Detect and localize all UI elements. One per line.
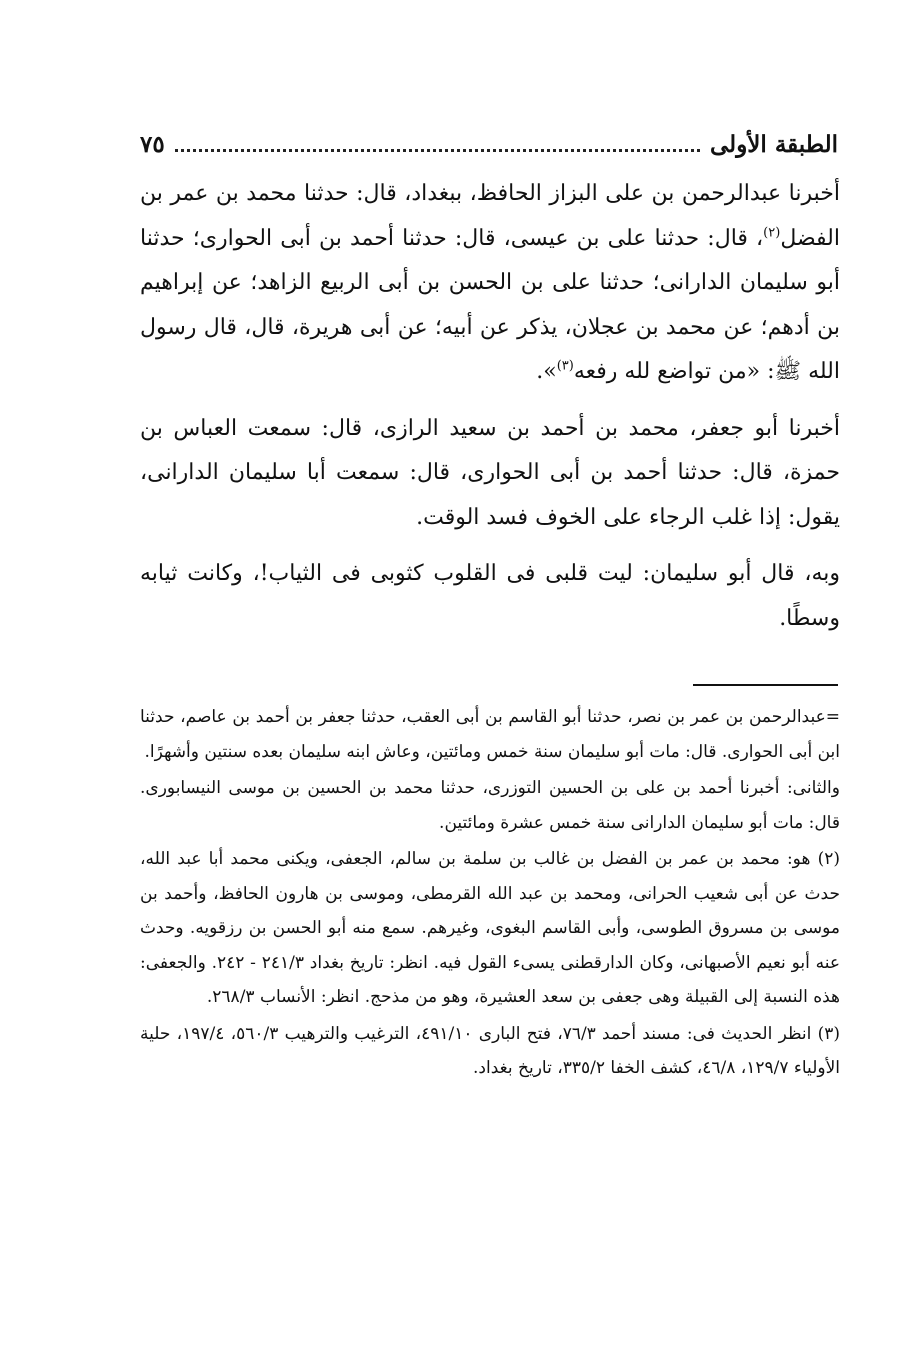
footnotes: [140, 700, 840, 1088]
footnote-3: (٣) انظر الحديث فى: مسند أحمد ٧٦/٣، فتح البارى ٤٩١/١٠، الترغيب والترهيب ٥٦٠/٣، ١٩٧/٤، حلية الأولياء ١٢٩/٧، ٤٦/٨، كشف الخفا ٣٣٥/٢، تاريخ بغداد.: [140, 1023, 841, 1078]
main-text: [140, 172, 840, 653]
paragraph-1-part-a: أخبرنا عبدالرحمن بن على البزاز الحافظ، ببغداد، قال: حدثنا محمد بن عمر بن الفضل: [140, 181, 840, 251]
paragraph-1-part-c: ».: [536, 359, 557, 384]
footnote-separator: [693, 684, 838, 686]
leader-dots: [175, 149, 700, 152]
footnote-ref-3: (٣): [556, 358, 574, 374]
paragraph-1-part-b: ، قال: حدثنا على بن عيسى، قال: حدثنا أحمد بن أبى الحوارى؛ حدثنا أبو سليمان الدارانى؛ حدثنا على بن الحسن بن أبى الربيع الزاهد؛ عن إبراهيم بن أدهم؛ عن محمد بن عجلان، يذكر عن أبيه؛ عن أبى هريرة، قال، قال رسول الله ﷺ: «من تواضع لله رفعه: [140, 225, 840, 384]
page-number: ٧٥: [140, 130, 165, 158]
paragraph-2: أخبرنا أبو جعفر، محمد بن أحمد بن سعيد الرازى، قال: سمعت العباس بن حمزة، قال: حدثنا أحمد بن أبى الحوارى، قال: سمعت أبا سليمان الدارانى، يقول: إذا غلب الرجاء على الخوف فسد الوقت.: [140, 415, 840, 530]
footnote-ref-2: (٢): [763, 225, 781, 241]
chapter-title: الطبقة الأولى: [710, 130, 838, 158]
footnote-continuation: =عبدالرحمن بن عمر بن نصر، حدثنا أبو القاسم بن أبى العقب، حدثنا جعفر بن أحمد بن عاصم، حدثنا ابن أبى الحوارى. قال: مات أبو سليمان سنة خمس ومائتين، وعاش ابنه سليمان بعده سنتين وأشهرًا.: [140, 707, 840, 762]
running-header: [140, 124, 838, 164]
paragraph-1: [140, 172, 840, 395]
paragraph-3: وبه، قال أبو سليمان: ليت قلبى فى القلوب كثوبى فى الثياب!، وكانت ثيابه وسطًا.: [140, 561, 840, 631]
footnote-second-source: والثانى: أخبرنا أحمد بن على بن الحسين التوزرى، حدثنا محمد بن الحسين بن موسى النيسابورى. قال: مات أبو سليمان الدارانى سنة خمس عشرة ومائتين.: [140, 778, 840, 833]
footnote-2: (٢) هو: محمد بن عمر بن الفضل بن غالب بن سلمة بن سالم، الجعفى، ويكنى محمد أبا عبد الله، حدث عن أبى شعيب الحرانى، ومحمد بن عبد الله القرمطى، وموسى بن هارون الحافظ، وأحمد بن موسى بن مسروق الطوسى، وأبى القاسم البغوى، وغيرهم. سمع منه أبو الحسن بن رزقويه. وحدث عنه أبو نعيم الأصبهانى، وكان الدارقطنى يسىء القول فيه. انظر: تاريخ بغداد ٢٤١/٣ - ٢٤٢. والجعفى: هذه النسبة إلى القبيلة وهى جعفى بن سعد العشيرة، وهو من مذحج. انظر: الأنساب ٢٦٨/٣.: [140, 849, 840, 1007]
